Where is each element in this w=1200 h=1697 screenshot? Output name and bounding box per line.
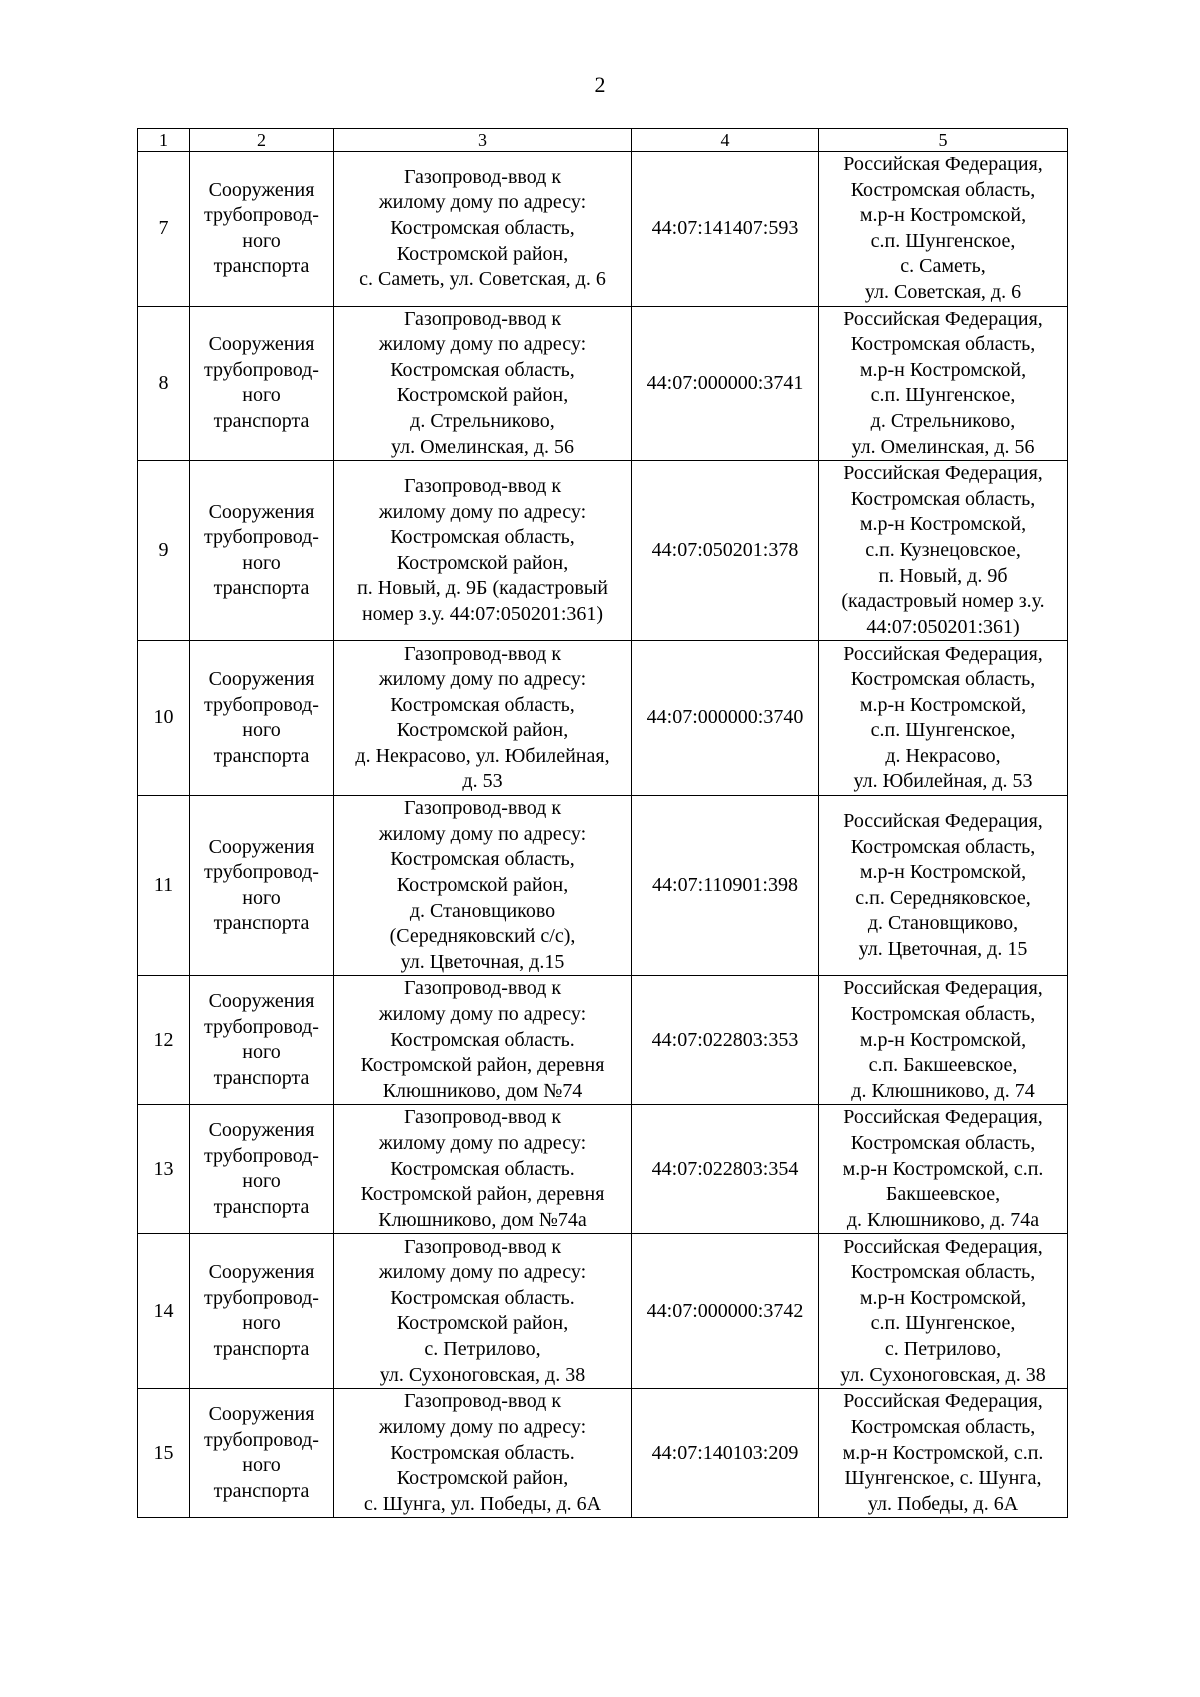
cadastral-number: 44:07:022803:354	[632, 1105, 819, 1234]
registry-table	[137, 128, 1068, 1518]
object-description: Газопровод-ввод к жилому дому по адресу: Костромская область. Костромской район, с. Петрилово, ул. Сухоноговская, д. 38	[334, 1234, 632, 1389]
table-row	[138, 306, 1068, 461]
object-address: Российская Федерация, Костромская область, м.р-н Костромской, с.п. Шунгенское, д. Стрельниково, ул. Омелинская, д. 56	[819, 306, 1068, 461]
row-number: 15	[138, 1389, 190, 1518]
object-address: Российская Федерация, Костромская область, м.р-н Костромской, с.п. Кузнецовское, п. Новый, д. 9б (кадастровый номер з.у. 44:07:050201:361)	[819, 461, 1068, 641]
row-number: 11	[138, 796, 190, 976]
object-type: Сооружения трубопровод- ного транспорта	[190, 1105, 334, 1234]
object-type: Сооружения трубопровод- ного транспорта	[190, 1389, 334, 1518]
row-number: 14	[138, 1234, 190, 1389]
object-description: Газопровод-ввод к жилому дому по адресу: Костромская область, Костромской район, п. Новый, д. 9Б (кадастровый номер з.у. 44:07:050201:361)	[334, 461, 632, 641]
object-description: Газопровод-ввод к жилому дому по адресу: Костромская область. Костромской район, деревня Клюшниково, дом №74	[334, 976, 632, 1105]
table-row	[138, 1105, 1068, 1234]
cadastral-number: 44:07:022803:353	[632, 976, 819, 1105]
table-row	[138, 796, 1068, 976]
object-type: Сооружения трубопровод- ного транспорта	[190, 1234, 334, 1389]
object-type: Сооружения трубопровод- ного транспорта	[190, 641, 334, 796]
table-row	[138, 641, 1068, 796]
row-number: 10	[138, 641, 190, 796]
column-number-header: 1	[138, 129, 190, 152]
cadastral-number: 44:07:141407:593	[632, 152, 819, 307]
column-number-header: 5	[819, 129, 1068, 152]
table-row	[138, 1234, 1068, 1389]
object-description: Газопровод-ввод к жилому дому по адресу: Костромская область, Костромской район, д. Некрасово, ул. Юбилейная, д. 53	[334, 641, 632, 796]
object-description: Газопровод-ввод к жилому дому по адресу: Костромская область. Костромской район, деревня Клюшниково, дом №74а	[334, 1105, 632, 1234]
page-number: 2	[594, 72, 606, 97]
cadastral-number: 44:07:000000:3740	[632, 641, 819, 796]
cadastral-number: 44:07:000000:3741	[632, 306, 819, 461]
row-number: 8	[138, 306, 190, 461]
object-type: Сооружения трубопровод- ного транспорта	[190, 306, 334, 461]
table-row	[138, 461, 1068, 641]
object-address: Российская Федерация, Костромская область, м.р-н Костромской, с.п. Шунгенское, с. Петрилово, ул. Сухоноговская, д. 38	[819, 1234, 1068, 1389]
table-row	[138, 1389, 1068, 1518]
object-address: Российская Федерация, Костромская область, м.р-н Костромской, с.п. Шунгенское, с. Шунга, ул. Победы, д. 6А	[819, 1389, 1068, 1518]
table-row	[138, 152, 1068, 307]
column-number-header: 3	[334, 129, 632, 152]
object-description: Газопровод-ввод к жилому дому по адресу: Костромская область, Костромской район, с. Саметь, ул. Советская, д. 6	[334, 152, 632, 307]
cadastral-number: 44:07:050201:378	[632, 461, 819, 641]
cadastral-number: 44:07:110901:398	[632, 796, 819, 976]
cadastral-number: 44:07:140103:209	[632, 1389, 819, 1518]
object-description: Газопровод-ввод к жилому дому по адресу: Костромская область, Костромской район, д. Стрельниково, ул. Омелинская, д. 56	[334, 306, 632, 461]
column-number-header: 2	[190, 129, 334, 152]
row-number: 13	[138, 1105, 190, 1234]
object-description: Газопровод-ввод к жилому дому по адресу: Костромская область. Костромской район, с. Шунга, ул. Победы, д. 6А	[334, 1389, 632, 1518]
object-type: Сооружения трубопровод- ного транспорта	[190, 796, 334, 976]
object-description: Газопровод-ввод к жилому дому по адресу: Костромская область, Костромской район, д. Становщиково (Середняковский с/с), ул. Цветочная, д.15	[334, 796, 632, 976]
object-type: Сооружения трубопровод- ного транспорта	[190, 152, 334, 307]
object-address: Российская Федерация, Костромская область, м.р-н Костромской, с.п. Бакшеевское, д. Клюшниково, д. 74	[819, 976, 1068, 1105]
row-number: 7	[138, 152, 190, 307]
row-number: 12	[138, 976, 190, 1105]
object-address: Российская Федерация, Костромская область, м.р-н Костромской, с.п. Бакшеевское, д. Клюшниково, д. 74а	[819, 1105, 1068, 1234]
column-number-row	[138, 129, 1068, 152]
column-number-header: 4	[632, 129, 819, 152]
object-type: Сооружения трубопровод- ного транспорта	[190, 461, 334, 641]
object-address: Российская Федерация, Костромская область, м.р-н Костромской, с.п. Шунгенское, с. Саметь, ул. Советская, д. 6	[819, 152, 1068, 307]
cadastral-number: 44:07:000000:3742	[632, 1234, 819, 1389]
row-number: 9	[138, 461, 190, 641]
table-row	[138, 976, 1068, 1105]
object-address: Российская Федерация, Костромская область, м.р-н Костромской, с.п. Шунгенское, д. Некрасово, ул. Юбилейная, д. 53	[819, 641, 1068, 796]
object-address: Российская Федерация, Костромская область, м.р-н Костромской, с.п. Середняковское, д. Становщиково, ул. Цветочная, д. 15	[819, 796, 1068, 976]
object-type: Сооружения трубопровод- ного транспорта	[190, 976, 334, 1105]
